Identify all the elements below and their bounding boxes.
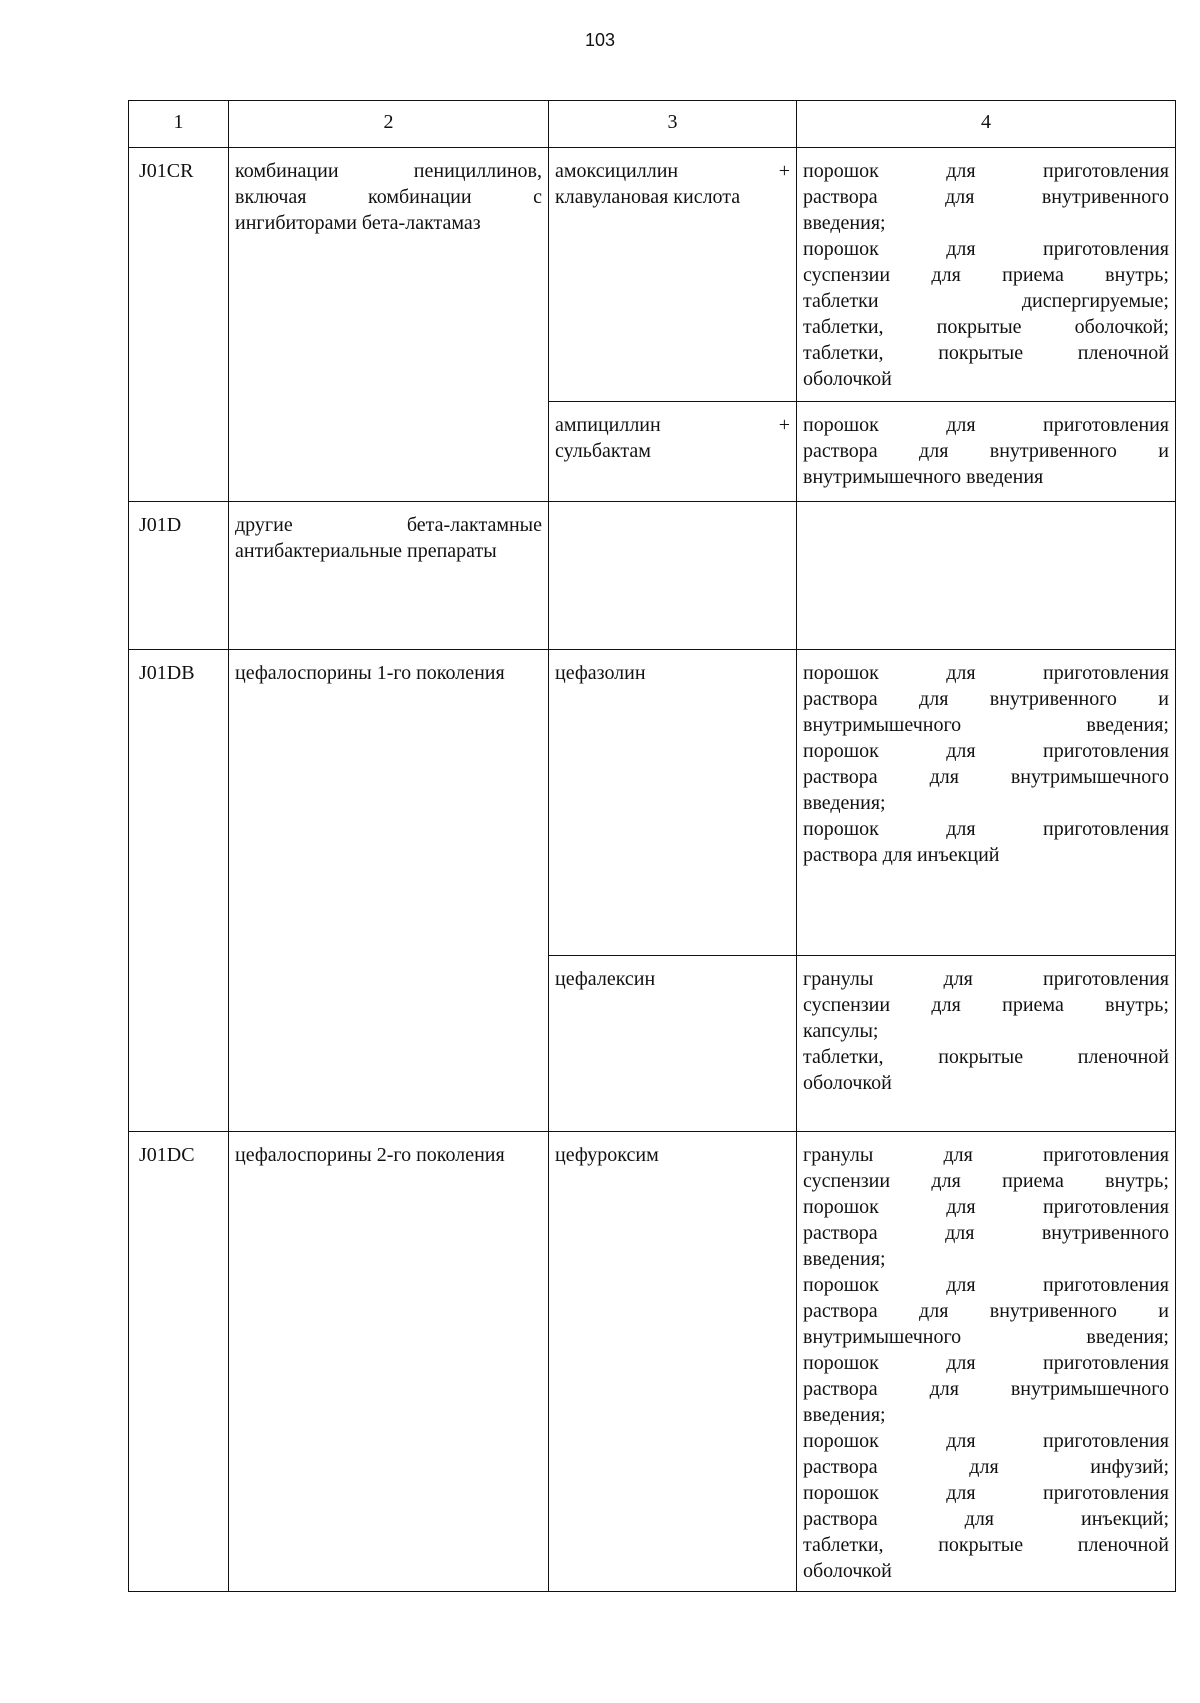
drug-name-cell [549,956,797,1132]
dosage-form-cell-line: внутримышечного введения; [803,714,1169,736]
dosage-form-cell-line: раствора для внутримышечного [803,766,1169,788]
dosage-form-cell-line: раствора для инъекций [803,844,1000,866]
dosage-form-cell [797,402,1176,502]
drug-name-cell-line: клавулановая кислота [555,186,741,208]
dosage-form-cell-line: порошок для приготовления [803,740,1169,762]
group-name-cell-line: включая комбинации с [235,186,542,208]
dosage-form-cell-line: внутримышечного введения [803,466,1044,488]
dosage-form-cell-line: суспензии для приема внутрь; [803,1170,1169,1192]
dosage-form-cell-line: раствора для внутримышечного [803,1378,1169,1400]
dosage-form-cell-line: введения; [803,1404,886,1426]
header-cell: 4 [797,101,1176,148]
page-number: 103 [584,30,616,50]
drug-name-cell-line: сульбактам [555,440,651,462]
dosage-form-cell-line: суспензии для приема внутрь; [803,994,1169,1016]
dosage-form-cell-line: раствора для внутривенного и [803,688,1169,710]
group-name-cell [229,650,549,1132]
dosage-form-cell [797,956,1176,1132]
drug-name-cell [549,650,797,956]
group-name-cell-line: цефалоспорины 1-го поколения [235,662,505,684]
group-name-cell-line: ингибиторами бета-лактамаз [235,212,481,234]
dosage-form-cell-line: порошок для приготовления [803,1196,1169,1218]
dosage-form-cell-line: введения; [803,1248,886,1270]
table-row [129,650,1176,956]
atc-code-cell: J01D [129,502,229,650]
drug-name-cell-line: цефалексин [555,968,656,990]
atc-code-cell: J01DC [129,1132,229,1592]
dosage-form-cell [797,148,1176,402]
header-cell: 2 [229,101,549,148]
drug-name-cell [549,402,797,502]
dosage-form-cell-line: порошок для приготовления [803,238,1169,260]
dosage-form-cell-line: капсулы; [803,1020,879,1042]
drug-name-cell [549,1132,797,1592]
drug-name-cell-line: цефуроксим [555,1144,659,1166]
dosage-form-cell-line: введения; [803,212,886,234]
drug-name-cell-line: ампициллин + [555,414,790,436]
dosage-form-cell-line: порошок для приготовления [803,1430,1169,1452]
dosage-form-cell-line: порошок для приготовления [803,1352,1169,1374]
dosage-form-cell-line: оболочкой [803,368,892,390]
empty-cell [549,502,797,650]
group-name-cell [229,1132,549,1592]
header-row [129,101,1176,148]
dosage-form-cell-line: раствора для инфузий; [803,1456,1169,1478]
table-row [129,1132,1176,1592]
dosage-form-cell-line: раствора для внутривенного [803,1222,1169,1244]
dosage-form-cell-line: оболочкой [803,1072,892,1094]
dosage-form-cell-line: порошок для приготовления [803,1482,1169,1504]
group-name-cell-line: комбинации пенициллинов, [235,160,542,182]
group-name-cell-line: другие бета-лактамные [235,514,542,536]
table-row [129,502,1176,650]
group-name-cell [229,148,549,502]
dosage-form-cell-line: порошок для приготовления [803,1274,1169,1296]
drug-name-cell [549,148,797,402]
dosage-form-cell-line: раствора для внутривенного и [803,1300,1169,1322]
dosage-form-cell-line: таблетки, покрытые пленочной [803,1534,1169,1556]
group-name-cell [229,502,549,650]
dosage-form-cell-line: порошок для приготовления [803,414,1169,436]
header-cell: 3 [549,101,797,148]
dosage-form-cell-line: порошок для приготовления [803,662,1169,684]
table-body [129,101,1176,1592]
drug-name-cell-line: амоксициллин + [555,160,790,182]
dosage-form-cell-line: раствора для внутривенного и [803,440,1169,462]
group-name-cell-line: цефалоспорины 2-го поколения [235,1144,505,1166]
group-name-cell-line: антибактериальные препараты [235,540,497,562]
dosage-form-cell-line: таблетки, покрытые пленочной [803,1046,1169,1068]
dosage-form-cell-line: оболочкой [803,1560,892,1582]
dosage-form-cell-line: таблетки, покрытые оболочкой; [803,316,1169,338]
dosage-form-cell-line: таблетки диспергируемые; [803,290,1169,312]
dosage-form-cell-line: раствора для инъекций; [803,1508,1169,1530]
dosage-form-cell [797,1132,1176,1592]
drug-table [128,100,1176,1592]
dosage-form-cell [797,650,1176,956]
dosage-form-cell-line: суспензии для приема внутрь; [803,264,1169,286]
dosage-form-cell-line: раствора для внутривенного [803,186,1169,208]
atc-code-cell: J01CR [129,148,229,502]
dosage-form-cell-line: гранулы для приготовления [803,1144,1169,1166]
dosage-form-cell-line: гранулы для приготовления [803,968,1169,990]
dosage-form-cell-line: порошок для приготовления [803,160,1169,182]
dosage-form-cell-line: внутримышечного введения; [803,1326,1169,1348]
dosage-form-cell-line: введения; [803,792,886,814]
empty-cell [797,502,1176,650]
header-cell: 1 [129,101,229,148]
atc-code-cell: J01DB [129,650,229,1132]
dosage-form-cell-line: порошок для приготовления [803,818,1169,840]
dosage-form-cell-line: таблетки, покрытые пленочной [803,342,1169,364]
table-row [129,148,1176,402]
drug-name-cell-line: цефазолин [555,662,646,684]
